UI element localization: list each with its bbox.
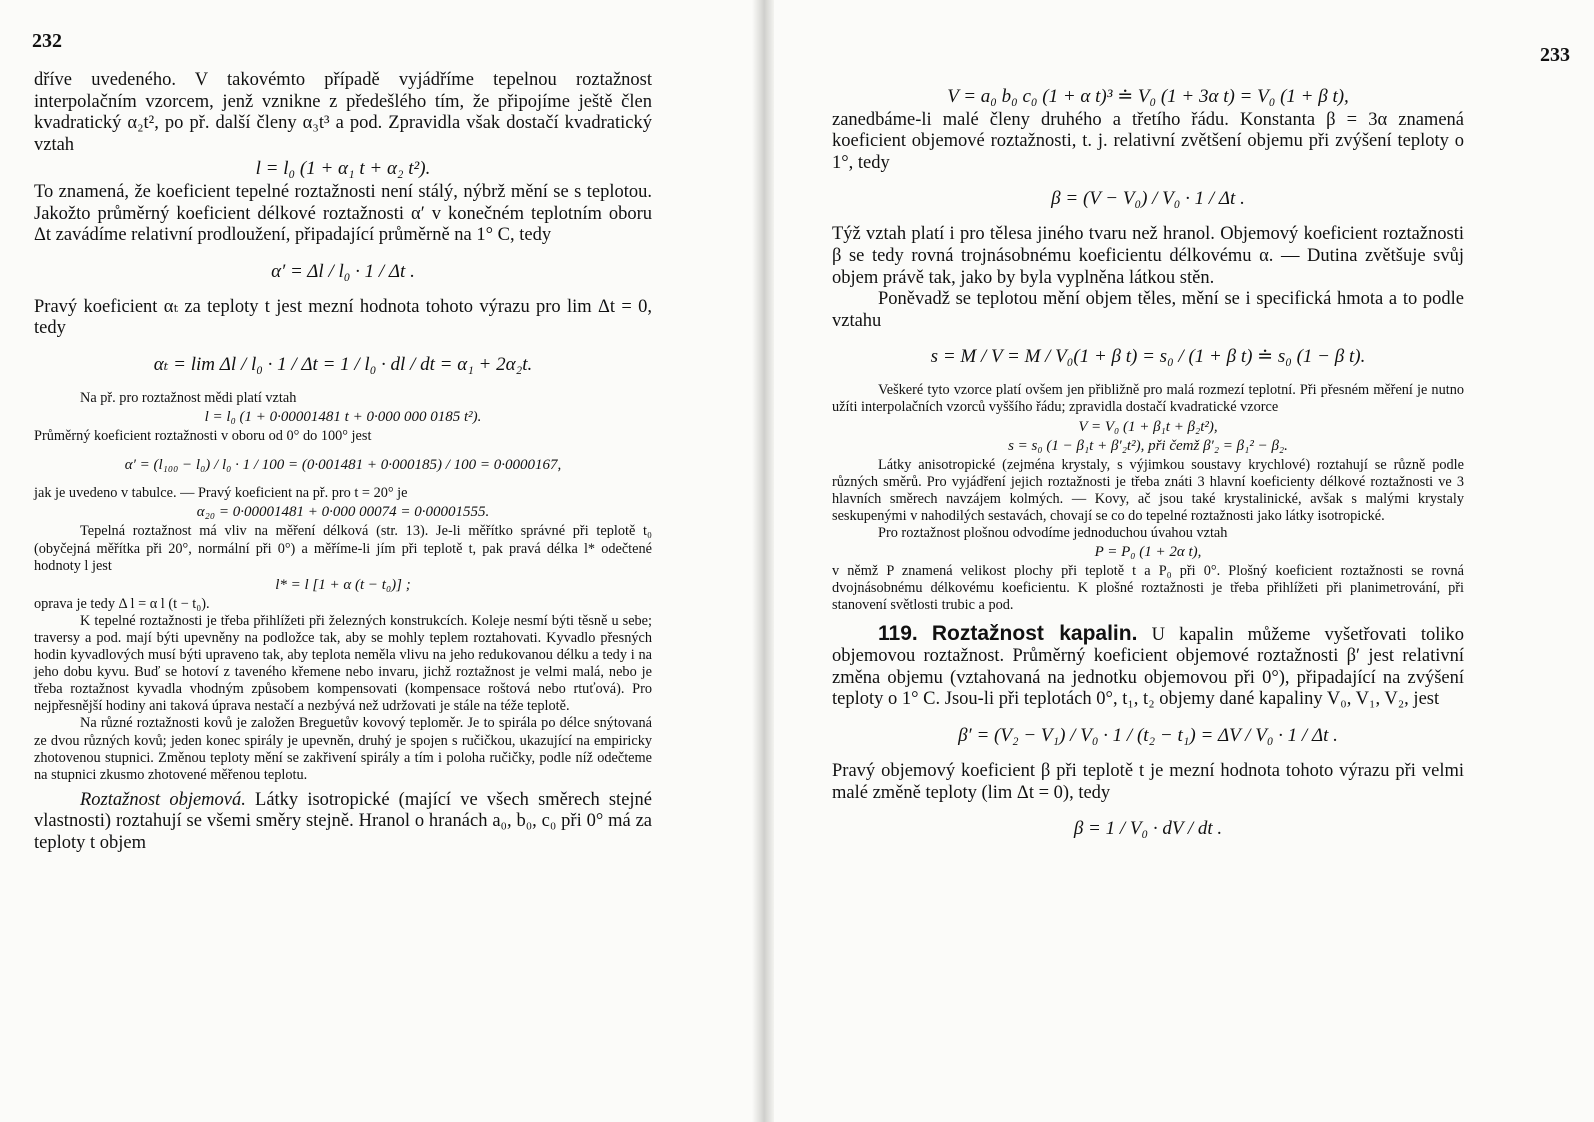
paragraph-text: U kapalin můžeme vyšetřovati toliko objemovou roztažnost. Průměrný koeficient objemové roztažnosti β′ jest relativní změna objemu (vztahovaná na jednotku objemovou při 0°), připadající na zvýšení teploty o 1° C. Jsou-li při teplotách 0°, t₁, t₂ objemy dané kapaliny V₀, V₁, V₂, jest (832, 624, 1465, 710)
paragraph: To znamená, že koeficient tepelné roztažnosti není stálý, nýbrž mění se s teplotou. Jakožto průměrný koeficient délkové roztažnosti α′ v konečném teplotním oboru Δt zavádíme relativní prodloužení, připadající průměrně na 1° C, tedy (34, 181, 652, 246)
paragraph: Pravý koeficient αₜ za teploty t jest mezní hodnota tohoto výrazu pro lim Δt = 0, tedy (34, 296, 652, 339)
formula: s = s₀ (1 − β₁t + β′₂t²), při čemž β′₂ = β₁² − β₂. (1008, 437, 1288, 454)
paragraph: Pravý objemový koeficient β při teplotě t je mezní hodnota tohoto výrazu při velmi malé změně teploty (lim Δt = 0), tedy (832, 760, 1464, 803)
paragraph-text: Látky isotropické (mající ve všech směrech stejné vlastnosti) roztahují se všemi směry stejně. Hranol o hranách a₀, b₀, c₀ při 0° má za teploty t objem (34, 789, 653, 853)
paragraph: dříve uvedeného. V takovémto případě vyjádříme tepelnou roztažnost interpolačním vzorcem, jenž vznikne z předešlého tím, že připojíme ještě člen kvadratický α₂t², po př. další členy α₃t³ a pod. Zpravidla však dostačí kvadratický vztah (34, 70, 652, 155)
formula: l = l₀ (1 + α₁ t + α₂ t²). (255, 158, 431, 180)
section-paragraph (832, 623, 1464, 711)
right-text-column (832, 84, 1464, 854)
paragraph: zanedbáme-li malé členy druhého a třetího řádu. Konstanta β = 3α znamená koeficient objemové roztažnosti, t. j. relativní zvětšení objemu při zvýšení teploty o 1°, tedy (832, 109, 1464, 173)
formula: P = P₀ (1 + 2α t), (1094, 544, 1202, 561)
formula: l = l₀ (1 + 0·00001481 t + 0·000 000 0185 t²). (204, 409, 482, 426)
small-paragraph: K tepelné roztažnosti je třeba přihlížeti při železných konstrukcích. Koleje nesmí býti těsně u sebe; traversy a pod. mají býti upevněny na podložce tak, aby se mohly teplem roztahovati. Kyvadlo přesných hodin kyvadlových musí býti upraveno tak, aby teplota neměla vlivu na jeho redukovanou délku a tedy i na jeho dobu kyvu. Buď se hotoví z taveného křemene nebo invaru, jichž roztažnost je velmi malá, nebo je třeba roztažnost kyvadla vhodným způsobem kompensovati (kompensace roštová nebo rtuťová). Pro nejpřesnější hodiny ani taková úprava nestačí a nezbývá než udržovati je stále na téže teplotě. (34, 612, 652, 715)
left-text-column (34, 70, 652, 855)
paragraph: Poněvadž se teplotou mění objem těles, mění se i specifická hmota a to podle vztahu (832, 289, 1464, 331)
small-paragraph: Veškeré tyto vzorce platí ovšem jen přibližně pro malá rozmezí teplotní. Při přesném měření je nutno užíti interpolačních vzorců vyššího řádu; zpravidla dostačí kvadratické vzorce (832, 382, 1464, 416)
page-number: 233 (1540, 44, 1570, 66)
formula: αₜ = lim Δl / l₀ · 1 / Δt = 1 / l₀ · dl / dt = α₁ + 2α₂t. (153, 353, 533, 375)
formula: β = (V − V₀) / V₀ · 1 / Δt . (1051, 188, 1245, 210)
section-number: 119. (878, 621, 918, 645)
formula: V = V₀ (1 + β₁t + β₂t²), (1078, 418, 1218, 435)
small-paragraph: oprava je tedy Δ l = α l (t − t₀). (34, 595, 210, 612)
formula: l* = l [1 + α (t − t₀)] ; (275, 576, 411, 593)
formula: s = M / V = M / V₀(1 + β t) = s₀ / (1 + β t) ≐ s₀ (1 − β t). (930, 346, 1366, 368)
formula: β = 1 / V₀ · dV / dt . (1073, 818, 1223, 840)
small-paragraph: v němž P znamená velikost plochy při teplotě t a P₀ při 0°. Plošný koeficient roztažnosti se rovná dvojnásobnému délkovému koeficientu. K plošné roztažnosti je třeba přihlížeti při planimetrování, při stanovení světlosti trubic a pod. (832, 563, 1464, 614)
small-paragraph: Tepelná roztažnost má vliv na měření délková (str. 13). Je-li měřítko správné při teplotě t₀ (obyčejná měřítka při 20°, normální při 0°) a měříme-li jím při teplotě t, pak pravá délka l* odečtené hodnoty l jest (34, 523, 652, 574)
formula: V = a₀ b₀ c₀ (1 + α t)³ ≐ V₀ (1 + 3α t) = V₀ (1 + β t), (947, 86, 1349, 107)
small-paragraph: Průměrný koeficient roztažnosti v oboru od 0° do 100° jest (34, 428, 372, 445)
small-paragraph: jak je uvedeno v tabulce. — Pravý koeficient na př. pro t = 20° je (34, 485, 408, 502)
small-paragraph: Na různé roztažnosti kovů je založen Breguetův kovový teploměr. Je to spirála po délce snýtovaná ze dvou různých kovů; jeden konec spirály je upevněn, druhý je spojen s ručičkou, ukazující na empiricky zhotovenou stupnici. Změnou teploty mění se zakřivení spirály a tím i poloha ručičky, podle níž odečteme na stupnici zkusmo zhotovené měřenou teplotu. (34, 715, 652, 783)
paragraph: Týž vztah platí i pro tělesa jiného tvaru než hranol. Objemový koeficient roztažnosti β se tedy rovná trojnásobnému koeficientu délkovému α. — Dutina zvětšuje svůj objem právě tak, jako by byla vyplněna látkou stěn. (832, 224, 1464, 288)
right-page (774, 0, 1594, 1122)
page-number: 232 (32, 30, 62, 52)
small-paragraph: Látky anisotropické (zejména krystaly, s výjimkou soustavy krychlové) roztahují se různě podle různých směrů. Pro vyjádření jejich roztažnosti je třeba znáti 3 hlavní koeficienty délkové roztažnosti ve 3 hlavních směrech navzájem kolmých. — Kovy, ač jsou také krystalinické, avšak s malými krystaly seskupenými v nahodilých sestavách, chovají se co do tepelné roztažnosti jako látky isotropické. (832, 456, 1464, 524)
section-title: Roztažnost kapalin. (931, 621, 1138, 645)
formula: α₂₀ = 0·00001481 + 0·000 00074 = 0·00001555. (196, 504, 490, 521)
left-page (0, 0, 752, 1122)
formula: β′ = (V₂ − V₁) / V₀ · 1 / (t₂ − t₁) = ΔV / V₀ · 1 / Δt . (958, 724, 1338, 746)
small-paragraph: Pro roztažnost plošnou odvodíme jednoduchou úvahou vztah (878, 525, 1228, 542)
paragraph (34, 790, 652, 855)
formula: α′ = Δl / l₀ · 1 / Δt . (271, 260, 415, 282)
book-gutter (752, 0, 774, 1122)
run-in-heading: Roztažnost objemová. (80, 789, 246, 810)
formula: α′ = (l₁₀₀ − l₀) / l₀ · 1 / 100 = (0·001481 + 0·000185) / 100 = 0·0000167, (124, 457, 562, 474)
small-paragraph: Na př. pro roztažnost mědi platí vztah (80, 389, 297, 406)
